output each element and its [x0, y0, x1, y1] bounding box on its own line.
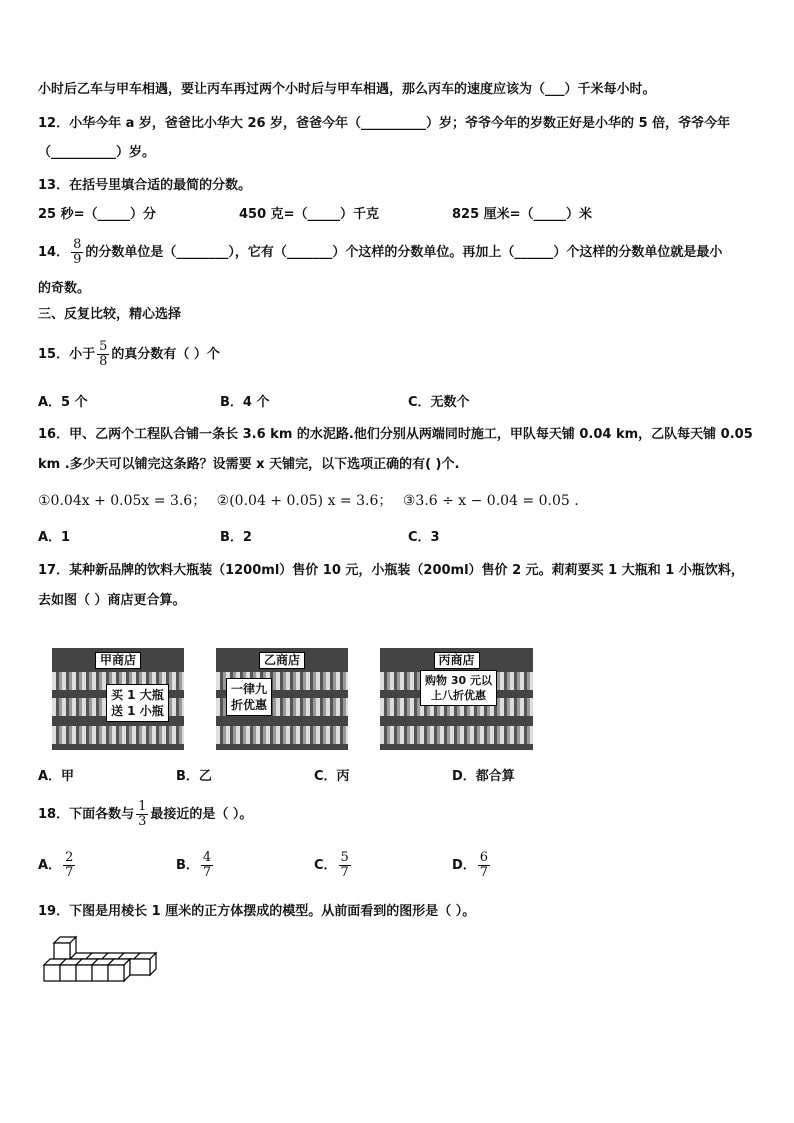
denominator: 7 — [202, 865, 212, 880]
q16-equations — [38, 492, 579, 510]
fraction-5-7 — [339, 851, 351, 880]
store-photo-jia — [52, 648, 184, 750]
numerator: 8 — [73, 237, 82, 252]
store-photo-yi — [216, 648, 348, 750]
numerator: 5 — [99, 339, 108, 354]
q19-stem: 19．下图是用棱长 1 厘米的正方体摆成的模型。从前面看到的图形是（ ）。 — [38, 904, 476, 919]
store-name: 甲商店 — [95, 652, 141, 669]
store-photo-bing — [380, 648, 533, 750]
q16-line1: 16．甲、乙两个工程队合铺一条长 3.6 km 的水泥路.他们分别从两端同时施工，甲队每天铺 0.04 km，乙队每天铺 0.05 — [38, 427, 753, 442]
denominator: 7 — [65, 865, 74, 880]
q11-continuation: 小时后乙车与甲车相遇，要让丙车再过两个小时后与甲车相遇，那么丙车的速度应该为（___）千米每小时。 — [38, 82, 656, 97]
q16-option-b: B．2 — [220, 530, 252, 545]
q15-option-b: B．4 个 — [220, 395, 270, 410]
q15-option-c: C．无数个 — [408, 395, 470, 410]
q12-line1: 12．小华今年 a 岁，爸爸比小华大 26 岁，爸爸今年（__________）岁；爷爷今年的岁数正好是小华的 5 倍，爷爷今年 — [38, 116, 731, 131]
q15-option-a: A．5 个 — [38, 395, 88, 410]
store-name: 乙商店 — [259, 652, 305, 669]
fraction-8-9 — [71, 238, 83, 267]
q18-stem — [38, 798, 252, 832]
q14-text: 的分数单位是（________），它有（_______）个这样的分数单位。再加上（______）个这样的分数单位就是最小 — [85, 245, 723, 260]
q12-line2: （__________）岁。 — [38, 145, 156, 160]
denominator: 8 — [99, 354, 108, 369]
q17-option-b: B．乙 — [176, 769, 212, 784]
section-3-heading: 三、反复比较，精心选择 — [38, 307, 182, 322]
q14-line1 — [38, 238, 722, 268]
denominator: 9 — [73, 252, 82, 267]
store-name: 丙商店 — [433, 652, 479, 669]
q18-option-c — [314, 848, 353, 884]
equation-1: ①0.04x + 0.05x = 3.6； — [38, 493, 207, 509]
numerator: 2 — [65, 850, 74, 865]
q13-item-b: 450 克=（_____）千克 — [239, 207, 380, 222]
q18-option-d — [452, 848, 492, 884]
q16-line2: km .多少天可以铺完这条路？设需要 x 天铺完，以下选项正确的有( )个. — [38, 457, 460, 472]
q14-number: 14． — [38, 245, 70, 260]
q18-text-post: 最接近的是（ ）。 — [150, 807, 253, 822]
fraction-2-7 — [63, 851, 75, 880]
cube-model-figure — [40, 933, 160, 983]
equation-2: ②(0.04 + 0.05) x = 3.6； — [216, 493, 393, 509]
q17-option-d: D．都合算 — [452, 769, 515, 784]
q18-option-b — [176, 848, 215, 884]
store-promo-sign: 买 1 大瓶 送 1 小瓶 — [106, 684, 169, 722]
q15-stem — [38, 340, 220, 370]
numerator: 4 — [202, 850, 212, 865]
q13-item-c: 825 厘米=（_____）米 — [452, 207, 593, 222]
option-label: C． — [314, 858, 337, 873]
option-label: B． — [176, 858, 199, 873]
store-promo-sign: 一律九 折优惠 — [226, 678, 272, 716]
numerator: 6 — [479, 850, 489, 865]
numerator: 5 — [340, 850, 349, 865]
fraction-1-3 — [136, 800, 148, 829]
option-label: A． — [38, 858, 62, 873]
q17-line1: 17．某种新品牌的饮料大瓶装（1200ml）售价 10 元，小瓶装（200ml）售价 2 元。莉莉要买 1 大瓶和 1 小瓶饮料， — [38, 563, 744, 578]
q16-option-c: C．3 — [408, 530, 440, 545]
q18-option-a — [38, 848, 77, 884]
fraction-4-7 — [201, 851, 213, 880]
equation-3: ③3.6 ÷ x − 0.04 = 0.05 . — [402, 493, 579, 509]
store-promo-sign: 购物 30 元以 上八折优惠 — [420, 670, 497, 706]
fraction-5-8 — [97, 340, 109, 369]
q13-title: 13．在括号里填合适的最简的分数。 — [38, 178, 252, 193]
q17-line2: 去如图（ ）商店更合算。 — [38, 593, 186, 608]
q16-option-a: A．1 — [38, 530, 71, 545]
q17-option-c: C．丙 — [314, 769, 350, 784]
fraction-6-7 — [478, 851, 490, 880]
denominator: 7 — [340, 865, 349, 880]
denominator: 7 — [479, 865, 489, 880]
numerator: 1 — [138, 799, 147, 814]
q13-item-a: 25 秒=（_____）分 — [38, 207, 157, 222]
option-label: D． — [452, 858, 476, 873]
q15-text-post: 的真分数有（ ）个 — [111, 347, 220, 362]
denominator: 3 — [138, 814, 147, 829]
q15-text-pre: 15．小于 — [38, 347, 96, 362]
q14-line2: 的奇数。 — [38, 281, 91, 296]
q17-option-a: A．甲 — [38, 769, 75, 784]
q18-text-pre: 18．下面各数与 — [38, 807, 135, 822]
